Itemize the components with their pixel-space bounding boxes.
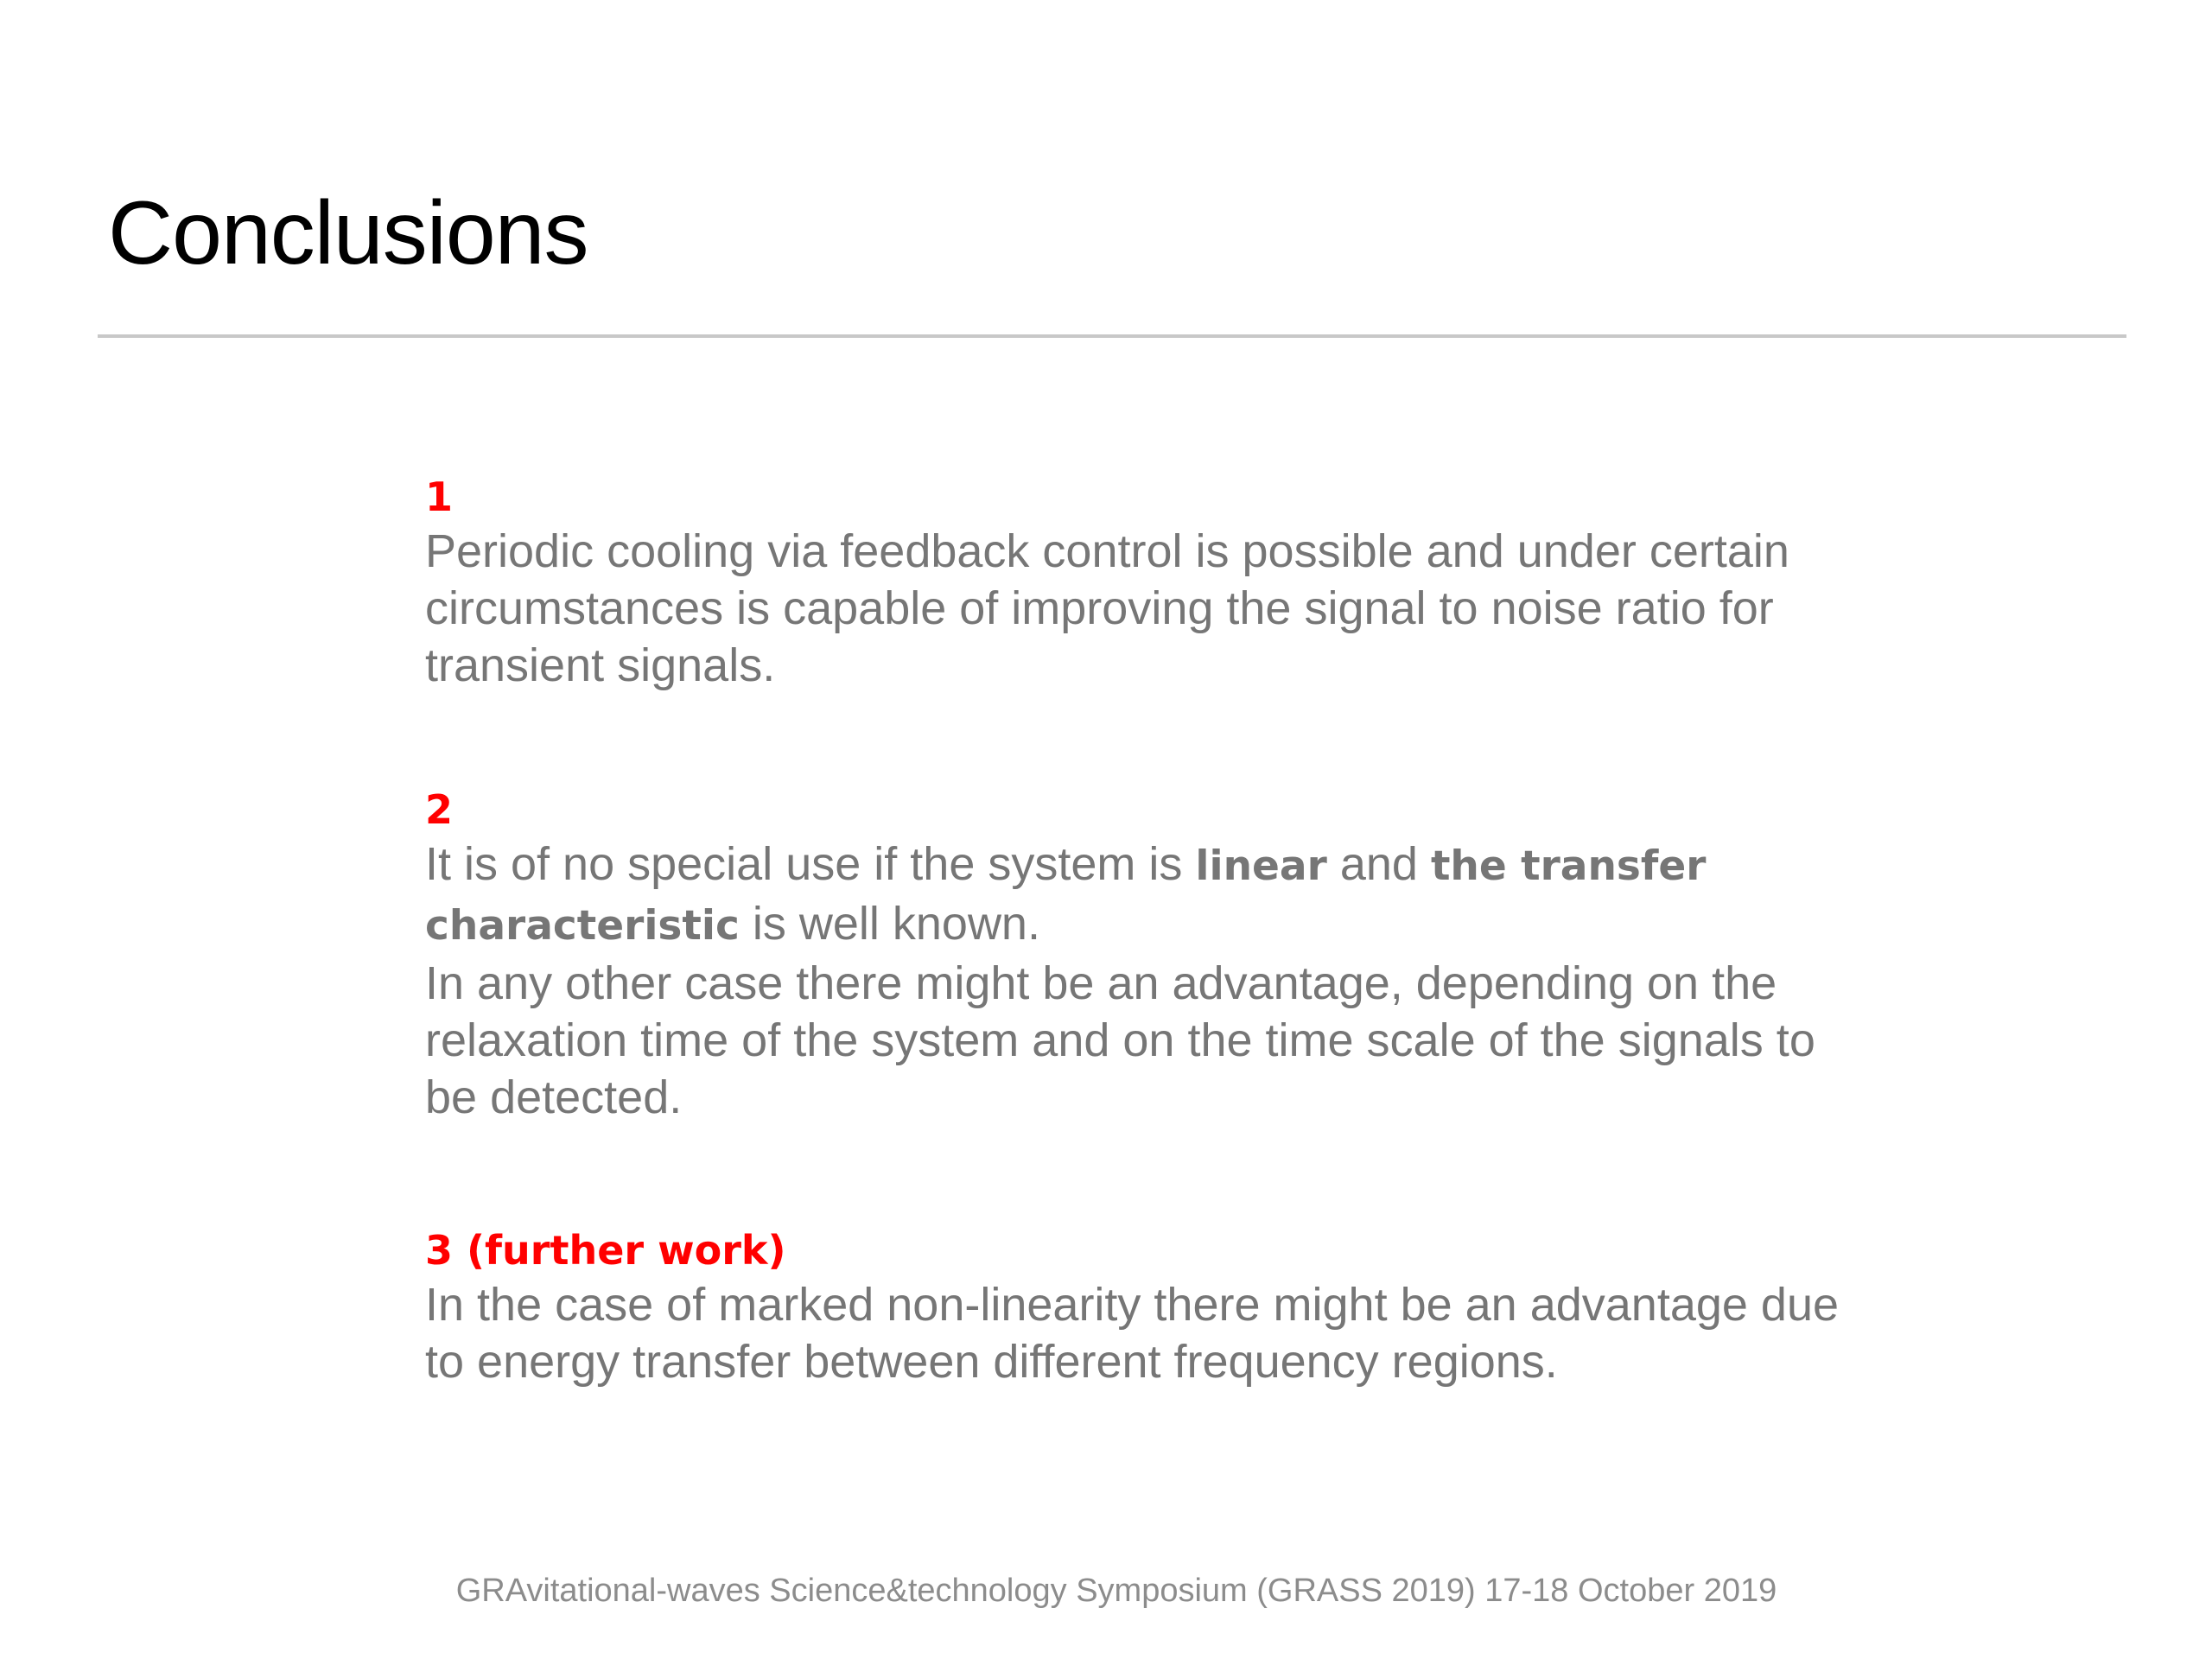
section-heading-2: 2	[425, 786, 454, 833]
conclusion-section-1	[425, 471, 1842, 694]
section-2-paragraph-1	[425, 836, 1842, 955]
slide-footer: GRAvitational-waves Science&technology Symposium (GRASS 2019) 17-18 October 2019	[455, 1573, 1777, 1609]
section-heading-3: 3 (further work)	[425, 1227, 786, 1274]
section-1-paragraph: Periodic cooling via feedback control is possible and under certain circumstances is capable of improving the signal to noise ratio for transient signals.	[425, 525, 1789, 691]
bold-term-transfer-characteristic: the transfer characteristic	[425, 842, 1707, 950]
title-divider	[98, 334, 2126, 338]
section-2-text-part-2: and	[1326, 838, 1431, 890]
section-2-text-part-3: is well known.	[739, 898, 1040, 950]
bold-term-linear: linear	[1195, 842, 1327, 890]
section-3-paragraph: In the case of marked non-linearity there might be an advantage due to energy transfer between different frequency regions.	[425, 1279, 1840, 1388]
slide-title: Conclusions	[108, 183, 588, 283]
conclusion-section-3	[425, 1224, 1842, 1390]
section-2-paragraph-2: In any other case there might be an advantage, depending on the relaxation time of the system and on the time scale of the signals to be detected.	[425, 957, 1815, 1123]
conclusion-section-2	[425, 784, 1842, 1126]
section-heading-1: 1	[425, 474, 454, 520]
section-2-text-part-1: It is of no special use if the system is	[425, 838, 1196, 890]
